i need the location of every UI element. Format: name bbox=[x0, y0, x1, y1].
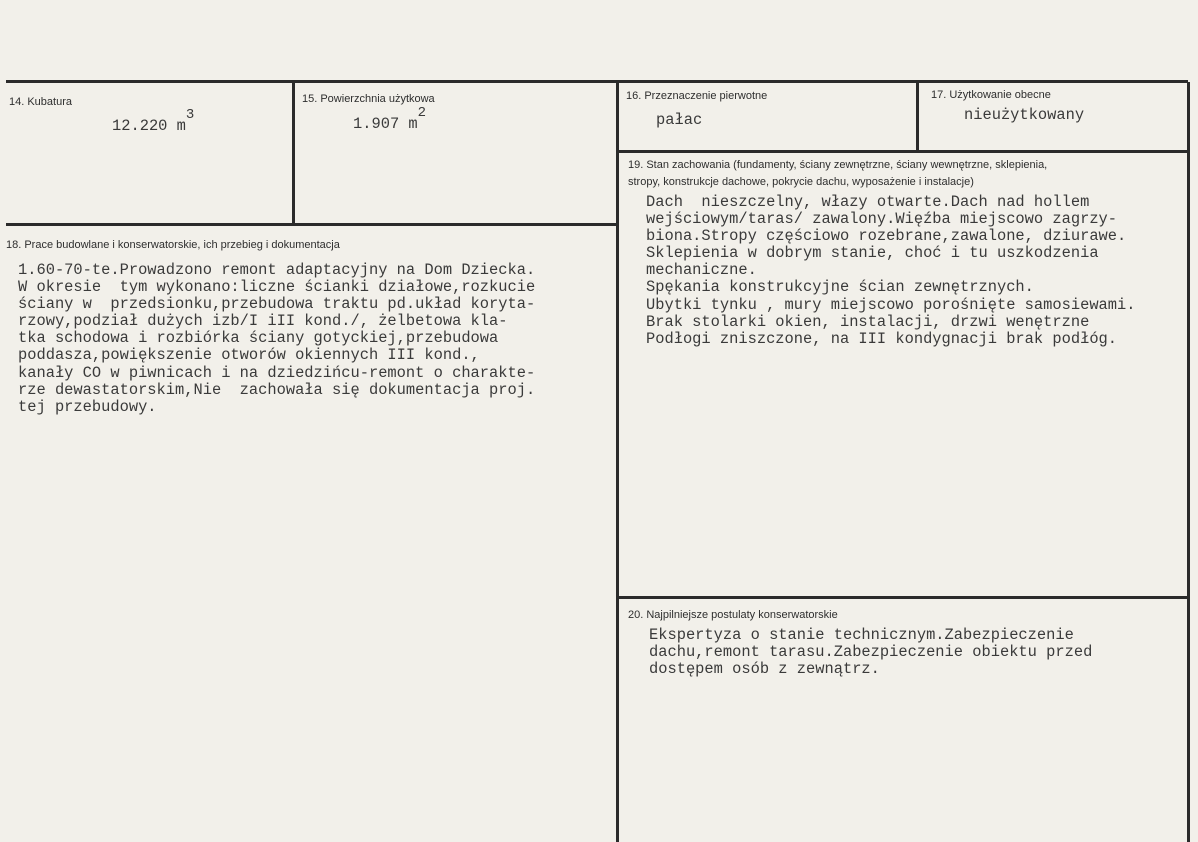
field14-number: 12.220 m bbox=[112, 117, 186, 135]
field18-label: 18. Prace budowlane i konserwatorskie, ich przebieg i dokumentacja bbox=[6, 239, 340, 251]
field16-value: pałac bbox=[656, 111, 703, 129]
field14-exponent: 3 bbox=[185, 107, 195, 123]
field19-label-line2: stropy, konstrukcje dachowe, pokrycie dachu, wyposażenie i instalacje) bbox=[628, 176, 974, 188]
field18-line: rze dewastatorskim,Nie zachowała się dokumentacja proj. bbox=[18, 380, 536, 399]
field18-line: tka schodowa i rozbiórka ściany gotyckiej,przebudowa bbox=[18, 329, 499, 348]
field18-line: W okresie tym wykonano:liczne ścianki działowe,rozkucie bbox=[18, 278, 536, 297]
field16-label: 16. Przeznaczenie pierwotne bbox=[626, 90, 768, 102]
field20-line: dostępem osób z zewnątrz. bbox=[649, 660, 880, 679]
rule-below-16-17 bbox=[616, 150, 1188, 153]
field19-text bbox=[646, 194, 1136, 348]
field19-line: mechaniczne. bbox=[646, 261, 757, 280]
field19-line: wejściowym/taras/ zawalony.Więźba miejscowo zagrzy- bbox=[646, 210, 1118, 229]
right-edge bbox=[1187, 82, 1190, 842]
field19-label-line1: 19. Stan zachowania (fundamenty, ściany zewnętrzne, ściany wewnętrzne, sklepienia, bbox=[628, 159, 1048, 171]
field15-exponent: 2 bbox=[417, 105, 427, 121]
field20-line: Ekspertyza o stanie technicznym.Zabezpieczenie bbox=[649, 626, 1074, 644]
field15-number: 1.907 m bbox=[353, 115, 418, 133]
field18-line: 1.60-70-te.Prowadzono remont adaptacyjny na Dom Dziecka. bbox=[18, 261, 536, 279]
field20-text bbox=[649, 627, 1092, 678]
divider-14-15 bbox=[292, 82, 295, 225]
field19-line: Ubytki tynku , mury miejscowo porośnięte samosiewami. bbox=[646, 295, 1136, 314]
field19-line: biona.Stropy częściowo rozebrane,zawalone, dziurawe. bbox=[646, 227, 1127, 246]
field18-line: tej przebudowy. bbox=[18, 397, 157, 416]
rule-below-14-15 bbox=[6, 223, 618, 226]
field18-text bbox=[18, 262, 535, 416]
field15-label: 15. Powierzchnia użytkowa bbox=[302, 93, 435, 105]
field18-line: ściany w przedsionku,przebudowa traktu pd.układ koryta- bbox=[18, 295, 536, 314]
field19-line: Podłogi zniszczone, na III kondygnacji brak podłóg. bbox=[646, 329, 1118, 348]
field19-line: Sklepienia w dobrym stanie, choć i tu uszkodzenia bbox=[646, 244, 1099, 263]
field18-line: rzowy,podział dużych izb/I iII kond./, żelbetowa kla- bbox=[18, 312, 508, 331]
field14-value bbox=[112, 107, 195, 136]
field17-value: nieużytkowany bbox=[964, 106, 1085, 124]
field18-line: kanały CO w piwnicach i na dziedzińcu-remont o charakte- bbox=[18, 363, 536, 382]
field18-line: poddasza,powiększenie otworów okiennych III kond., bbox=[18, 346, 480, 365]
field20-label: 20. Najpilniejsze postulaty konserwatorskie bbox=[628, 609, 838, 621]
field19-line: Dach nieszczelny, włazy otwarte.Dach nad hollem bbox=[646, 193, 1090, 211]
field15-value bbox=[353, 105, 427, 134]
field20-line: dachu,remont tarasu.Zabezpieczenie obiektu przed bbox=[649, 643, 1093, 662]
field14-label: 14. Kubatura bbox=[9, 96, 72, 108]
top-rule bbox=[6, 80, 1188, 83]
divider-16-17 bbox=[916, 82, 919, 152]
field19-line: Spękania konstrukcyjne ścian zewnętrznych. bbox=[646, 278, 1034, 297]
field17-label: 17. Użytkowanie obecne bbox=[931, 89, 1051, 101]
rule-above-20 bbox=[618, 596, 1190, 599]
divider-center bbox=[616, 82, 619, 842]
field19-line: Brak stolarki okien, instalacji, drzwi wenętrzne bbox=[646, 312, 1090, 331]
